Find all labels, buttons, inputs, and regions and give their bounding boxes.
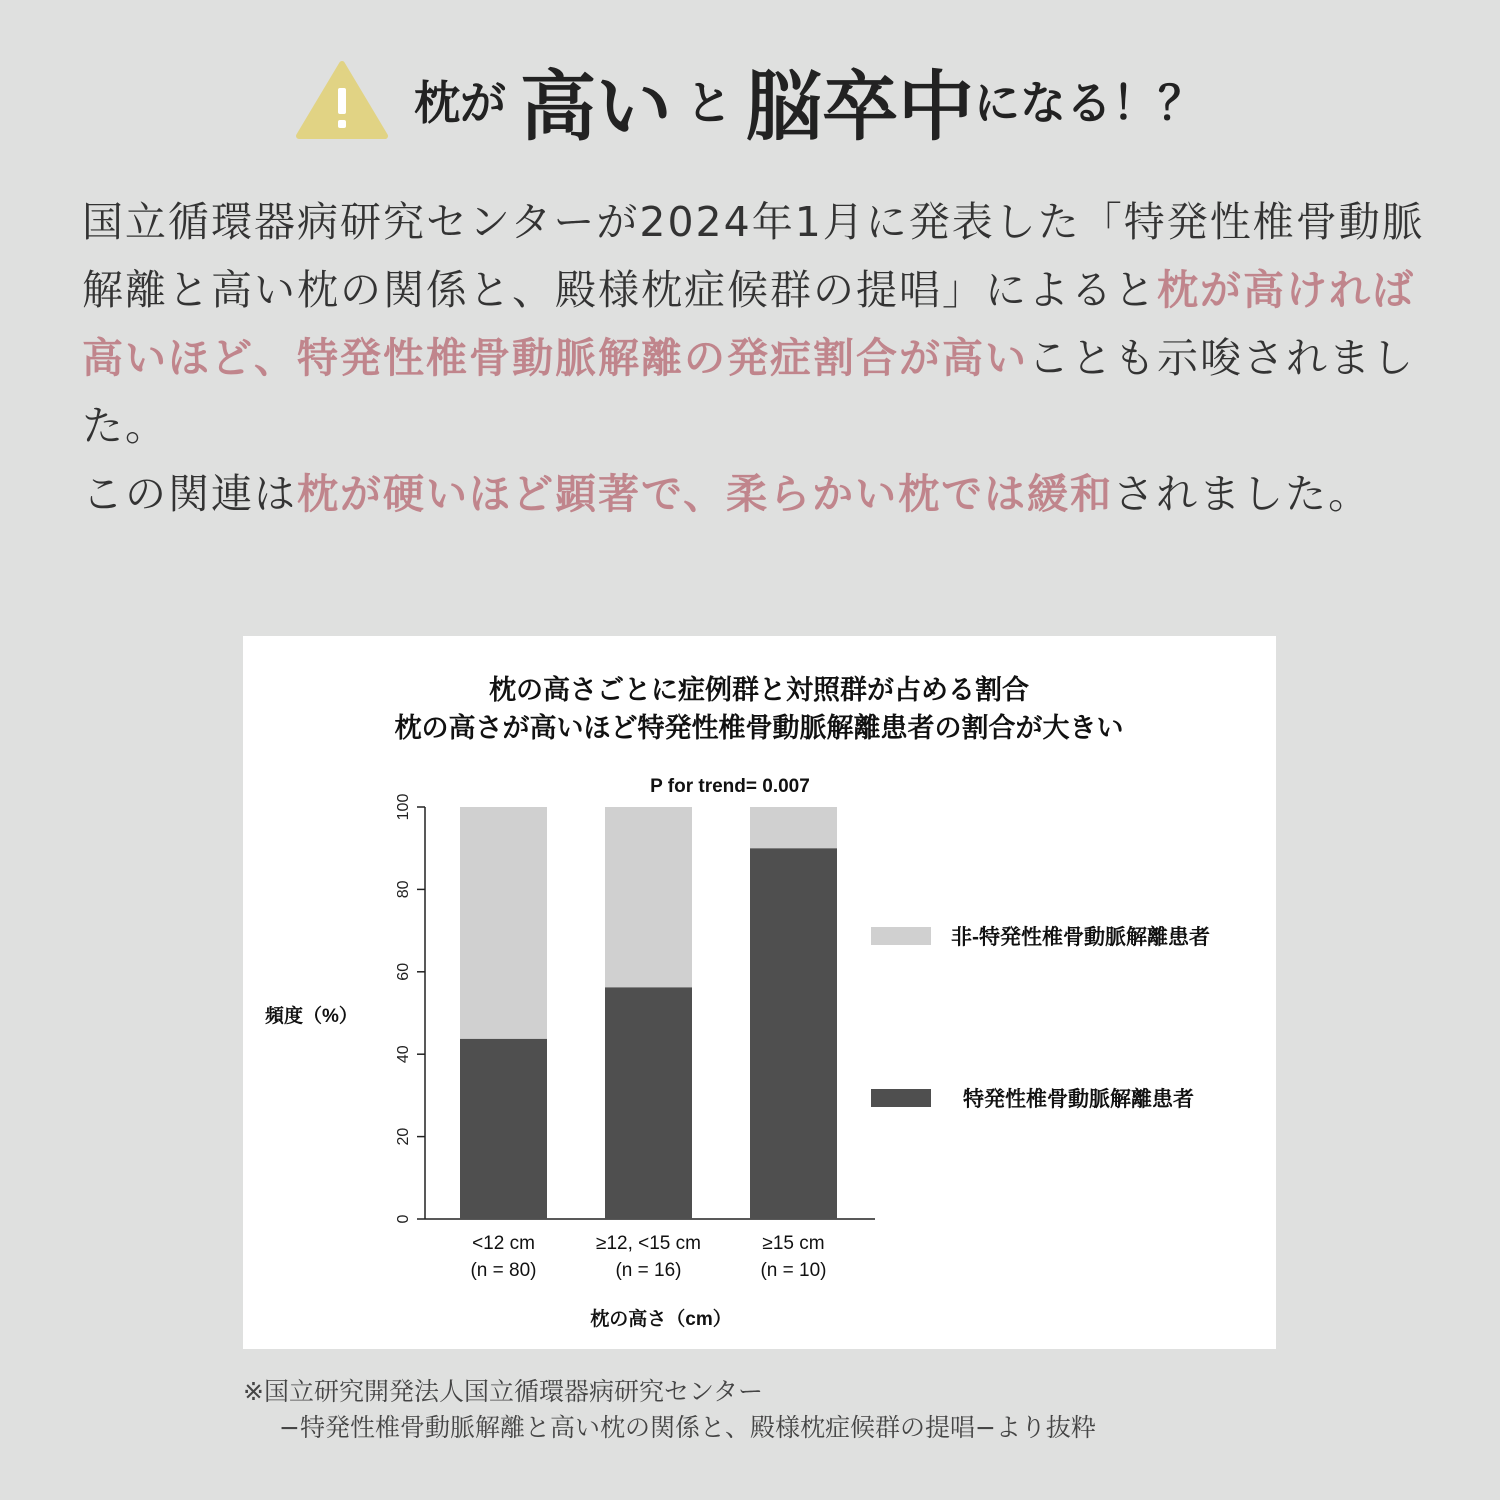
y-tick-label: 80 [395, 880, 412, 899]
legend-label: 特発性椎骨動脈解離患者 [963, 1088, 1194, 1111]
bar-segment-cases [605, 987, 692, 1219]
paragraph-2 [82, 460, 1432, 528]
bar-segment-controls [605, 807, 692, 987]
legend [871, 925, 1210, 1111]
x-labels [470, 1233, 826, 1281]
y-tick-label: 0 [395, 1214, 412, 1224]
legend-swatch [871, 1089, 931, 1107]
legend-label: 非-特発性椎骨動脈解離患者 [951, 926, 1210, 949]
headline-part-3: と [686, 76, 732, 130]
x-tick-label: ≥15 cm [762, 1233, 825, 1254]
x-tick-sublabel: (n = 10) [760, 1260, 827, 1281]
headline-part-5: になる！？ [974, 76, 1204, 130]
x-tick-label: ≥12, <15 cm [596, 1233, 701, 1254]
p1-highlight: 枕が高ければ高いほど、特発性椎骨動脈解離の発症割合が高い [82, 266, 1415, 382]
chart-subtitle: 枕の高さが高いほど特発性椎骨動脈解離患者の割合が大きい [394, 713, 1124, 743]
headline-part-4: 脳卒中 [746, 61, 974, 151]
y-axis-label: 頻度（%） [265, 1006, 358, 1027]
y-ticks [395, 794, 425, 1224]
chart-title: 枕の高さごとに症例群と対照群が占める割合 [489, 675, 1029, 705]
y-tick-label: 40 [395, 1045, 412, 1064]
bar-segment-controls [750, 807, 837, 848]
bar-segment-controls [460, 807, 547, 1039]
y-tick-label: 20 [395, 1127, 412, 1146]
headline [0, 40, 1500, 160]
headline-part-1: 枕が [414, 76, 506, 130]
headline-part-2: 高い [520, 61, 672, 151]
paragraph-1 [82, 188, 1432, 460]
footnote [243, 1374, 1393, 1446]
bar-segment-cases [460, 1039, 547, 1219]
body-text [82, 188, 1432, 528]
x-tick-sublabel: (n = 16) [615, 1260, 682, 1281]
footnote-line-2: −特発性椎骨動脈解離と高い枕の関係と、殿様枕症候群の提唱−より抜粋 [279, 1413, 1096, 1442]
p1-text-c: ことも示唆されました。 [82, 334, 1415, 450]
warning-icon [296, 60, 388, 140]
p-trend-annotation: P for trend= 0.007 [650, 776, 810, 797]
p1-text-a: 国立循環器病研究センターが2024年1月に発表した「特発性椎骨動脈解離と高い枕の関係と、殿様枕症候群の提唱」によると [82, 198, 1425, 314]
p2-text-a: この関連は [82, 470, 297, 518]
y-tick-label: 60 [395, 962, 412, 981]
chart-panel [243, 636, 1276, 1349]
x-tick-label: <12 cm [472, 1233, 535, 1254]
footnote-line-1: ※国立研究開発法人国立循環器病研究センター [243, 1377, 763, 1406]
p2-text-c: されました。 [1113, 470, 1372, 518]
x-axis-label: 枕の高さ（cm） [590, 1309, 732, 1330]
bars [460, 807, 837, 1219]
y-tick-label: 100 [395, 793, 412, 821]
legend-swatch [871, 927, 931, 945]
x-tick-sublabel: (n = 80) [470, 1260, 537, 1281]
p2-highlight: 枕が硬いほど顕著で、柔らかい枕では緩和 [297, 470, 1114, 518]
stacked-bar-chart [243, 636, 1276, 1349]
bar-segment-cases [750, 848, 837, 1219]
